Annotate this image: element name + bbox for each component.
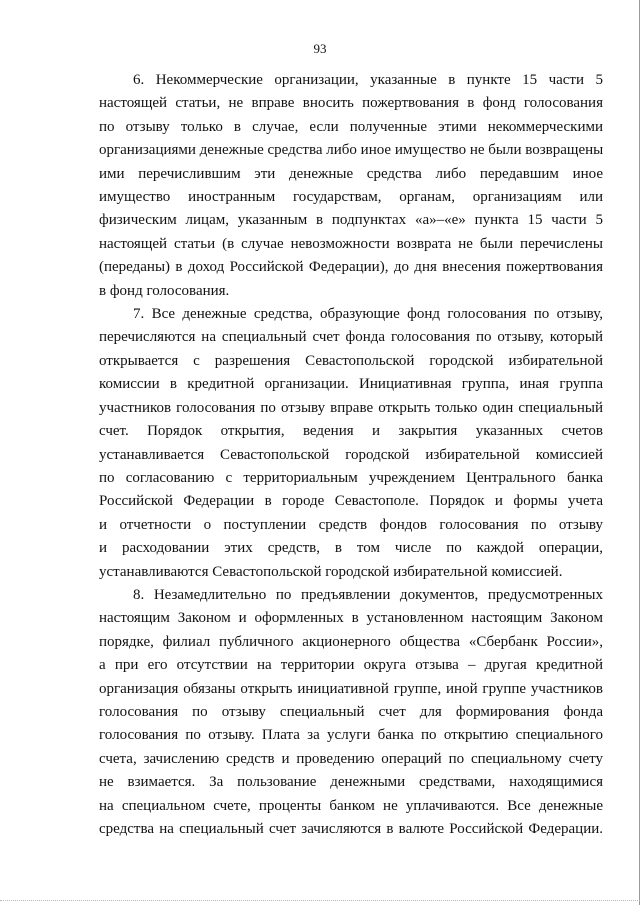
text-line: организациями денежные средства либо иное имущество не были возвращены <box>99 142 604 159</box>
paragraph-6 <box>99 69 603 303</box>
text-line: настоящей статьи, не вправе вносить пожертвования в фонд голосования <box>99 95 603 112</box>
text-line: 8. Незамедлительно по предъявлении документов, предусмотренных <box>133 586 603 603</box>
text-line: голосования по отзыву. Плата за услуги банка по открытию специального <box>99 727 603 744</box>
text-line: 7. Все денежные средства, образующие фонд голосования по отзыву, <box>133 306 603 323</box>
paragraph-8 <box>99 584 603 841</box>
text-line: голосования по отзыву специальный счет для формирования фонда <box>99 703 603 720</box>
text-line: имущество иностранным государствам, органам, организациям или <box>99 189 603 206</box>
text-line: по отзыву только в случае, если полученные этими некоммерческими <box>99 118 603 135</box>
text-line: комиссии в кредитной организации. Инициативная группа, иная группа <box>99 376 603 393</box>
text-line: Российской Федерации в городе Севастополе. Порядок и формы учета <box>99 493 603 510</box>
text-line: 6. Некоммерческие организации, указанные в пункте 15 части 5 <box>133 72 603 88</box>
text-line: счета, зачислению средств и проведению операций по специальному счету <box>99 750 603 767</box>
text-line: не взимается. За пользование денежными средствами, находящимися <box>99 774 603 791</box>
text-line: на специальном счете, проценты банком не уплачиваются. Все денежные <box>99 797 603 814</box>
page-bottom-edge <box>0 900 640 903</box>
text-line: ими перечислившим эти денежные средства либо передавшим иное <box>99 165 603 182</box>
text-line: настоящим Законом и оформленных в установленном настоящим Законом <box>99 610 603 627</box>
text-line: устанавливаются Севастопольской городской избирательной комиссией. <box>99 563 563 580</box>
text-line: перечисляются на специальный счет фонда голосования по отзыву, который <box>99 329 603 346</box>
text-line: физическим лицам, указанным в подпунктах «а»–«е» пункта 15 части 5 <box>99 212 603 229</box>
page-body <box>99 69 603 841</box>
text-line: участников голосования по отзыву вправе открыть только один специальный <box>99 399 603 416</box>
text-line: а при его отсутствии на территории округа отзыва – другая кредитной <box>99 657 603 674</box>
text-line: и расходовании этих средств, в том числе по каждой операции, <box>99 540 603 557</box>
page-number: 93 <box>313 41 327 56</box>
text-line: по согласованию с территориальным учреждением Центрального банка <box>99 469 603 486</box>
text-line: в фонд голосования. <box>99 282 230 299</box>
text-line: средства на специальный счет зачисляются в валюте Российской Федерации. <box>99 821 603 837</box>
text-line: организация обязаны открыть инициативной группе, иной группе участников <box>99 680 603 697</box>
text-line: настоящей статьи (в случае невозможности возврата не были перечислены <box>99 235 603 252</box>
text-line: и отчетности о поступлении средств фондов голосования по отзыву <box>99 516 603 533</box>
paragraph-7 <box>99 303 603 584</box>
text-line: порядке, филиал публичного акционерного общества «Сбербанк России», <box>99 633 603 650</box>
text-line: открывается с разрешения Севастопольской городской избирательной <box>99 352 603 369</box>
text-line: устанавливается Севастопольской городской избирательной комиссией <box>99 446 603 463</box>
text-line: (переданы) в доход Российской Федерации), до дня внесения пожертвования <box>99 259 603 276</box>
text-line: счет. Порядок открытия, ведения и закрытия указанных счетов <box>99 423 603 440</box>
